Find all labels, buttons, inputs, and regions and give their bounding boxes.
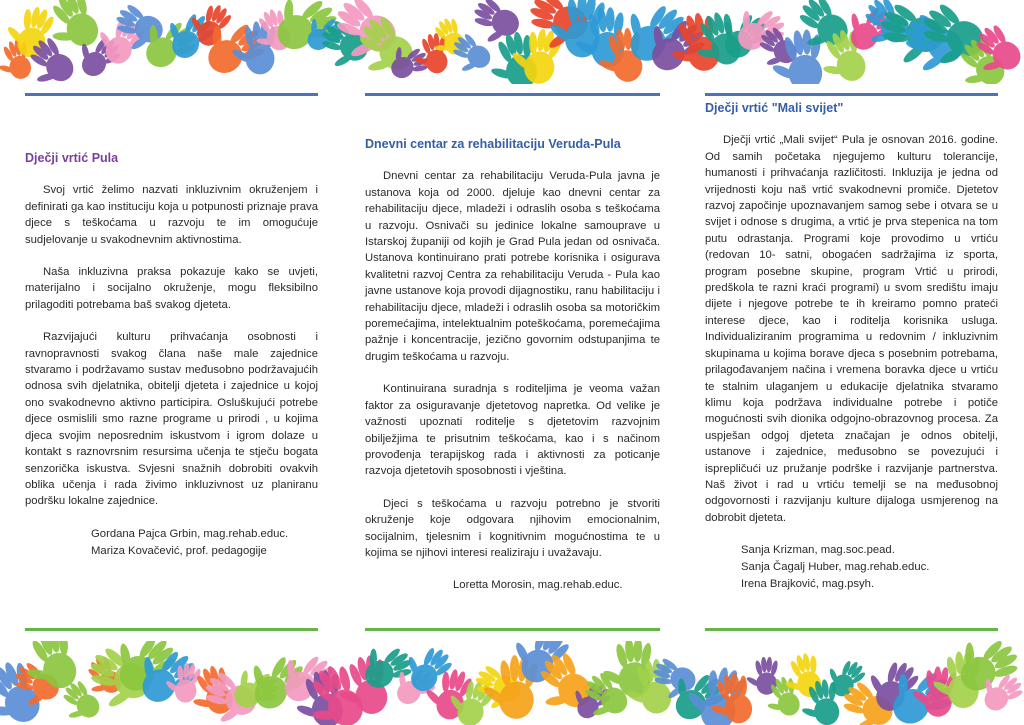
paragraph: Naša inkluzivna praksa pokazuje kako se uvjeti, materijalno i socijalno okruženje, mogu fleksibilno prilagoditi potrebama baš svakog djeteta. (25, 266, 318, 311)
paragraph: Dnevni centar za rehabilitaciju Veruda-Pula javna je ustanova koja od 2000. djeluje kao dnevni centar za rehabilitaciju djece, mladeži i odraslih osoba s teškoćama u razvoju. Osnivači su jedinice lokalne samouprave u Istarskoj županiji od kojih je Grad Pula jedan od osnivača. Ustanova kontinuirano prati potrebe korisnika i osigurava kvalitetni razvoj Centra za rehabilitaciju Veruda - Pula kao javne ustanove koja provodi dijagnostiku, ranu habilitaciju i rehabilitaciju djece, mladeži i odraslih osoba sa motoričkim poremećajima, intelektualnim poteškoćama, poremećajima pažnje i koncentracije, jezično govornim odstupanjima te drugim teškoćama u razvoju. (365, 170, 660, 363)
column-veruda-pula (365, 136, 660, 594)
handprints-border-icon (0, 0, 1024, 84)
paragraph: Djeci s teškoćama u razvoju potrebno je stvoriti okruženje koje odgovara njihovim emocionalnim, socijalnim, tjelesnim i kognitivnim mogućnostima te u kojima se njihovi interesi realiziraju i uvažavaju. (365, 497, 660, 559)
column-mali-svijet (705, 100, 998, 593)
column-rule-bottom-2 (365, 628, 660, 631)
column-dv-pula (25, 150, 318, 560)
handprints-border-icon (0, 641, 1024, 725)
signature-line: Loretta Morosin, mag.rehab.educ. (453, 579, 623, 592)
column-rule-top-3 (705, 93, 998, 96)
paragraph: Razvijajući kulturu prihvaćanja osobnosti i ravnopravnosti svakog člana naše male zajednice stvaramo i podržavamo sustav međusobno podržavajućih odnosa svih djelatnika, obitelji djeteta i zajednice u kojoj ono svakodnevno aktivno participira. Osluškujući potrebe djece osmislili smo razne programe u prirodi , u kojima djeca svojim neposrednim iskustvom i igrom dolaze u kontakt s raznovrsnim resursima učenja te stječu bogata senzorička iskustva. Svjesni snažnih dobrobiti ovakvih oblika učenja i rada živimo inkluzivnost uz planiranu podršku lokalne zajednice. (25, 331, 318, 508)
signature-block (741, 542, 998, 593)
handprints-border-top (0, 0, 1024, 84)
column-rule-top-2 (365, 93, 660, 96)
column-rule-bottom-1 (25, 628, 318, 631)
handprints-border-bottom (0, 641, 1024, 725)
signature-line: Sanja Krizman, mag.soc.pead. (741, 544, 895, 557)
signature-line: Sanja Čagalj Huber, mag.rehab.educ. (741, 561, 930, 574)
section-title: Dječji vrtić "Mali svijet" (705, 101, 844, 115)
paragraph: Svoj vrtić želimo nazvati inkluzivnim okruženjem i definirati ga kao instituciju koja u potpunosti priznaje prava djece s teškoćama u razvoju te im omogućuje sudjelovanje u svakodnevnim aktivnostima. (25, 184, 318, 246)
signature-line: Gordana Pajca Grbin, mag.rehab.educ. (91, 527, 289, 540)
paragraph: Dječji vrtić „Mali svijet“ Pula je osnovan 2016. godine. Od samih početaka njegujemo kulturu tolerancije, humanosti i prihvaćanja različitosti. Inkluzija je jedna od vrijednosti koju naš vrtić svakodnevni promiče. Djetetov razvoj započinje upoznavanjem samog sebe i otvara se u svijet i odnose s drugima, a vrtić je prva stepenica na tom putu odrastanja. Programi koje provodimo u vrtiću (redovan 10- satni, obogaćen sadržajima iz sporta, program posebne skupine, program Vrtić u prirodi, predškola te razni kraći programi) u svom središtu imaju dijete i njegove potrebe te ih kreiramo pomno prateći interese djece, kao i roditelja korisnika usluga. Individualiziranim programima u redovnim / inkluzivnim skupinama u kojima borave djeca s posebnim potrebama, prilagođavanjem načina i vremena boravka djece u vrtiću te stalnim ulaganjem u edukacije djelatnika stvaramo klimu koja podržava individualne potrebe i potiče mogućnosti svih dionika odgojno-obrazovnog procesa. Za uspješan odgoj djeteta značajan je odnos obitelji, ustanove i zajednice, međusobno se povezujući i isprepličući uz pružanje podrške i razvijanje partnerstva. Naš život i rad u vrtiću temelji se na međusobnoj odgovornosti i razvijanju kulture dijaloga usmjerenog na dobrobit djeteta. (705, 134, 998, 524)
column-rule-top-1 (25, 93, 318, 96)
signature-line: Irena Brajković, mag.psyh. (741, 578, 875, 591)
section-title: Dječji vrtić Pula (25, 151, 119, 165)
signature-block (91, 526, 318, 560)
signature-block (453, 577, 660, 594)
paragraph: Kontinuirana suradnja s roditeljima je veoma važan faktor za osiguravanje djetetovog napretka. Od velike je važnosti upoznati roditelje s djetetovim razvojnim obilježjima te prisutnim teškoćama, kao i s načinom provođenja terapijskog rada i aktivnosti za poticanje razvoja djetetovih sposobnosti i vještina. (365, 383, 660, 478)
signature-line: Mariza Kovačević, prof. pedagogije (91, 544, 267, 557)
section-title: Dnevni centar za rehabilitaciju Veruda-Pula (365, 137, 621, 151)
column-rule-bottom-3 (705, 628, 998, 631)
